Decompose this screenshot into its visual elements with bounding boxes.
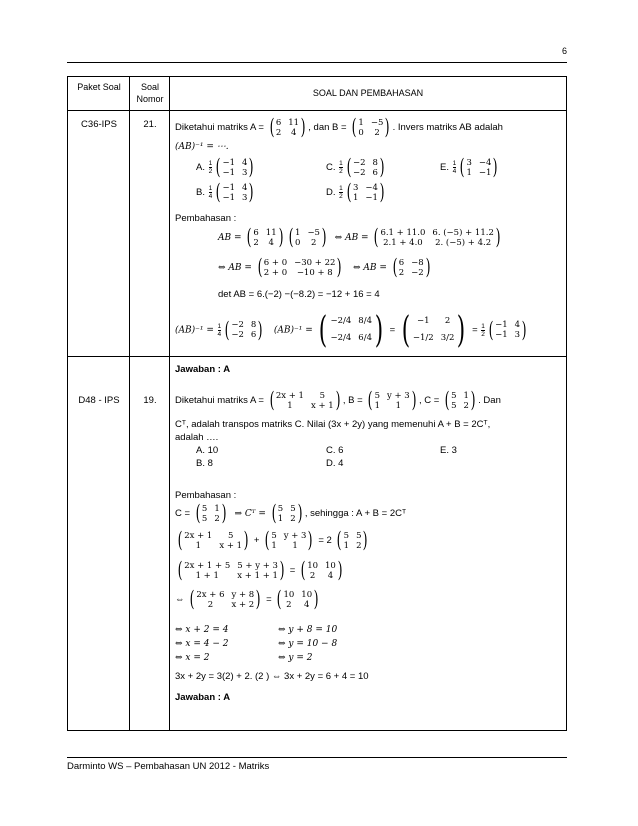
q2-line-3a: ⇔ x = 2 [175,653,210,663]
q2-step-4: ⇔ ( 2x + 6 y + 8 2 x + 2 ) = ( 10 10 2 4 ) [175,587,319,611]
q2-option-c: C. 6 [326,445,344,456]
q2-option-a: A. 10 [196,445,219,456]
q2-option-e: E. 3 [440,445,457,456]
q1-statement: Diketahui matriks A = ( 6 11 2 4 ) , dan B = ( 1 −5 0 2 ) . Invers matriks AB adalah [175,115,503,139]
q2-line-1b: ⇔ y + 8 = 10 [278,625,338,635]
q1-option-e: E. $\frac{1}{4}$ ( 3 −4 1 −1 ) [440,155,498,179]
header-soal: SOAL DAN PEMBAHASAN [312,88,424,98]
q1-option-a: A. $\frac{1}{2}$ ( −1 4 −1 3 ) [196,155,254,179]
top-rule [67,62,567,63]
header-nomor: Soal Nomor [136,82,164,104]
q1-paket: C36-IPS [81,119,117,130]
q2-step-2: ( 2x + 1 5 1 x + 1 ) + ( 5 y + 3 1 1 ) = 2 ( 5 5 1 2 ) [177,528,369,552]
q2-line-2a: ⇔ x = 4 − 2 [175,639,229,649]
q2-statement: Diketahui matriks A = ( 2x + 1 5 1 x + 1 ) , B = ( 5 y + 3 1 1 ) , C = ( 5 1 5 2 ) . Dan [175,388,501,412]
q1-option-d: D. $\frac{1}{2}$ ( 3 −4 1 −1 ) [326,180,385,204]
q2-line-1a: ⇔ x + 2 = 4 [175,625,229,635]
q2-nomor: 19. [143,395,157,406]
q2-answer: Jawaban : A [175,692,231,703]
q2-step-3: ( 2x + 1 + 5 5 + y + 3 1 + 1 x + 1 + 1 ) = ( 10 10 2 4 ) [177,558,343,582]
footer-rule [67,757,567,758]
q1-pembahasan-label: Pembahasan : [175,213,237,224]
header-paket: Paket Soal [77,82,121,92]
matrix-a: ( 6 11 2 4 ) [269,115,306,139]
footer-text: Darminto WS – Pembahasan UN 2012 - Matriks [67,761,270,772]
content-table [67,76,567,731]
q2-final: 3x + 2y = 3(2) + 2. (2 ) ⇔ 3x + 2y = 6 + 4 = 10 [175,671,369,682]
q1-option-b: B. $\frac{1}{4}$ ( −1 4 −1 3 ) [196,180,254,204]
q1-inverse: (AB)⁻¹ = $\frac{1}{4}$ ( −2 8 −2 6 ) (AB)⁻¹ = ( −2/4 8/4 −2/4 6/4 ) = ( −1 2 −1/2 3/2 ) = $\frac{1}{2}$ ( −1 4 −1 3 ) [175,309,527,351]
q1-nomor: 21. [143,119,157,130]
q2-line-3b: ⇔ y = 2 [278,653,313,663]
q1-step-2: ⇔ AB = ( 6 + 0 −30 + 22 2 + 0 −10 + 8 ) ⇔ AB = ( 6 −8 2 −2 ) [218,255,431,279]
q2-statement-2: Cᵀ, adalah transpos matriks C. Nilai (3x + 2y) yang memenuhi A + B = 2Cᵀ, [175,419,491,430]
q1-determinant: det AB = 6.(−2) −(−8.2) = −12 + 16 = 4 [218,289,380,300]
q1-step-1: AB = ( 6 11 2 4 ) ( 1 −5 0 2 ) ⇔ AB = ( 6.1 + 11.0 6. (−5) + 11.2 2.1 + 4.0 2. (−5) + 4.2 ) [218,225,501,249]
page-number: 6 [561,46,567,56]
q2-paket: D48 - IPS [78,395,120,406]
q1-option-c: C. $\frac{1}{2}$ ( −2 8 −2 6 ) [326,155,385,179]
q2-option-d: D. 4 [326,458,344,469]
q2-line-2b: ⇔ y = 10 − 8 [278,639,338,649]
q1-statement-2: (AB)⁻¹ = ⋯. [175,142,229,152]
q2-step-1: C = ( 5 1 5 2 ) ⇒ Cᵀ = ( 5 5 1 2 ) , sehingga : A + B = 2Cᵀ [175,501,407,525]
q2-pembahasan-label: Pembahasan : [175,490,237,501]
q2-option-b: B. 8 [196,458,213,469]
q1-answer: Jawaban : A [175,364,231,375]
matrix-b: ( 1 −5 0 2 ) [351,115,390,139]
q2-statement-3: adalah …. [175,432,219,443]
